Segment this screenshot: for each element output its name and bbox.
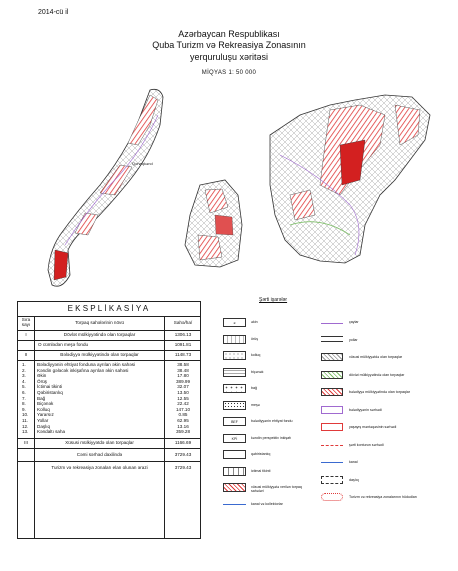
breakdown-number: 7.: [22, 395, 26, 401]
municipal-breakdown: [18, 360, 200, 439]
breakdown-number: 9.: [22, 406, 26, 412]
explication-table: [17, 301, 201, 539]
breakdown-value: 38.58: [177, 362, 189, 367]
breakdown-value: 32.07: [177, 384, 189, 390]
legend-swatch: [223, 351, 246, 360]
legend-swatch: [321, 318, 343, 324]
legend-swatch: [223, 401, 246, 410]
table-row: II Bələdiyyə mülkiyyətində olan torpaqlar 1148.73: [18, 350, 200, 361]
legend-label: örüş: [251, 336, 258, 341]
table-row: III Xüsusi mülkiyyətdə olan torpaqlar 1166.69: [18, 438, 200, 449]
legend-label: bağ: [251, 386, 257, 390]
legend-swatch: [223, 467, 246, 476]
table-row: Turizm və rekreasiya zonaları elan olunan ərazi 3729.43: [51, 465, 192, 470]
breakdown-names: [37, 362, 135, 435]
table-row: Cəmi sərhəd daxilində 3729.43: [18, 448, 200, 462]
map-title-line-2: Quba Turizm və Rekreasiya Zonasının: [152, 40, 306, 50]
legend-swatch: [321, 388, 343, 396]
legend-swatch: [321, 353, 343, 361]
legend-swatch: [321, 441, 343, 446]
legend-label: xüsusi mülkiyyətdə olan torpaqlar: [349, 355, 403, 359]
breakdown-number: 6.: [22, 389, 26, 395]
breakdown-number: 2.: [22, 367, 26, 373]
legend-label: xüsusi mülkiyyətə verilən torpaq sahələri: [251, 485, 302, 493]
col-name-header: Torpaq sahələrinin növü: [75, 320, 124, 325]
map-scale: MİQYAS 1: 50 000: [201, 70, 257, 76]
legend: [223, 318, 443, 518]
legend-label: bələdiyyənin sərhədi: [349, 407, 382, 412]
breakdown-number: 3.: [22, 373, 26, 379]
legend-label: kolluq: [251, 353, 261, 357]
breakdown-number: 5.: [22, 384, 26, 390]
place-label: Qonaqkənd: [132, 161, 153, 166]
breakdown-name: Kəndaltı saha: [37, 429, 66, 435]
legend-swatch: [321, 336, 343, 342]
breakdown-value: 17.80: [177, 373, 189, 379]
breakdown-number: 11.: [22, 417, 29, 423]
table-row: I Dövlət mülkiyyətində olan torpaqlar 1306.13: [18, 330, 200, 341]
legend-label: kəndin perspektiv inkişafı: [251, 435, 292, 440]
legend-swatch: [321, 493, 343, 501]
col-number-header: Sıra sayı: [21, 317, 31, 327]
breakdown-number: 8.: [22, 401, 26, 407]
explication-title: EKSPLİKASİYA: [18, 302, 200, 317]
legend-label: Turizm və rekreasiya zonalarının hüdudları: [349, 495, 417, 499]
legend-swatch: [321, 476, 343, 484]
breakdown-name: Daşlıq: [37, 423, 51, 429]
breakdown-value: 38.48: [177, 367, 189, 373]
breakdown-name: Əkin: [37, 373, 47, 379]
breakdown-name: İctimai tikinti: [37, 384, 63, 390]
legend-label: şərti konturun sərhədi: [349, 442, 384, 447]
breakdown-number: 13.: [22, 429, 29, 435]
breakdown-value: 13.50: [177, 389, 189, 395]
breakdown-value: 22.42: [177, 401, 189, 407]
legend-swatch: [321, 406, 343, 414]
legend-swatch: [223, 335, 246, 344]
breakdown-number: 1.: [22, 362, 26, 367]
legend-label: kanal: [349, 460, 358, 464]
breakdown-name: Kəndin gələcək inkişafına ayrılan əkin sahəsi: [37, 367, 129, 373]
explication-header-row: [18, 316, 200, 331]
legend-title: Şərti işarələr: [259, 297, 288, 303]
legend-label: biçənək: [251, 369, 264, 374]
legend-label: bələdiyyənin ehtiyat fondu: [251, 419, 293, 423]
legend-label: çaylar: [349, 320, 359, 324]
breakdown-number: 4.: [22, 378, 26, 384]
legend-swatch: [321, 371, 343, 379]
legend-swatch: [223, 483, 246, 492]
legend-swatch: [321, 458, 343, 463]
map-year: 2014-cü il: [38, 9, 69, 16]
legend-swatch: ə: [223, 318, 246, 327]
breakdown-value: 12.55: [177, 395, 189, 401]
legend-swatch: BEF: [223, 417, 246, 426]
map-title-line-3: yerquruluşu xəritəsi: [189, 52, 269, 62]
breakdown-name: Bələdiyyənin ehtiyat fonduna ayrılan əkin sahəsi: [37, 362, 136, 367]
breakdown-value: 0.85: [178, 412, 188, 418]
legend-swatch: [223, 500, 246, 505]
breakdown-value: 359.28: [175, 429, 191, 435]
legend-label: daşlıq: [349, 477, 359, 482]
legend-swatch: [223, 368, 246, 377]
breakdown-value: 13.16: [177, 423, 189, 429]
legend-swatch: KPİ: [223, 434, 246, 443]
breakdown-name: Biçənək: [37, 401, 54, 407]
breakdown-name: Yollar: [37, 417, 49, 423]
breakdown-value: 389.99: [175, 378, 191, 384]
breakdown-name: Kolluq: [37, 406, 50, 412]
legend-label: əkin: [251, 320, 258, 324]
map-drawing: [0, 85, 458, 295]
breakdown-values: [165, 362, 201, 435]
breakdown-name: Yararsız: [37, 412, 54, 418]
table-row: O cümlədən meşə fondu 1091.81: [18, 340, 200, 351]
breakdown-name: Örüş: [37, 378, 47, 384]
legend-label: meşə: [251, 402, 260, 407]
legend-swatch: [223, 450, 246, 459]
breakdown-number: 10.: [22, 412, 29, 418]
breakdown-value: 62.95: [177, 417, 189, 423]
breakdown-number: 12.: [22, 423, 29, 429]
legend-label: qəbiristanlıq: [251, 452, 271, 456]
breakdown-name: Bağ: [37, 395, 46, 401]
breakdown-value: 147.10: [175, 406, 191, 412]
legend-label: yollar: [349, 337, 358, 342]
legend-label: bələdiyyə mülkiyyətində olan torpaqlar: [349, 390, 410, 394]
breakdown-numbers: [22, 362, 28, 435]
breakdown-name: Qəbiristanlıq: [37, 389, 63, 395]
legend-label: kanal və kollektorlar: [251, 501, 283, 506]
legend-label: ictimai tikinti: [251, 468, 271, 473]
col-area-header: Sahə/ha/: [173, 320, 193, 325]
legend-label: yaşayış məntəqəsinin sərhədi: [349, 425, 397, 429]
legend-swatch: [321, 423, 343, 431]
map-title-line-1: Azərbaycan Respublikası: [178, 29, 280, 39]
legend-swatch: [223, 384, 246, 393]
legend-label: dövlət mülkiyyətində olan torpaqlar: [349, 372, 405, 377]
